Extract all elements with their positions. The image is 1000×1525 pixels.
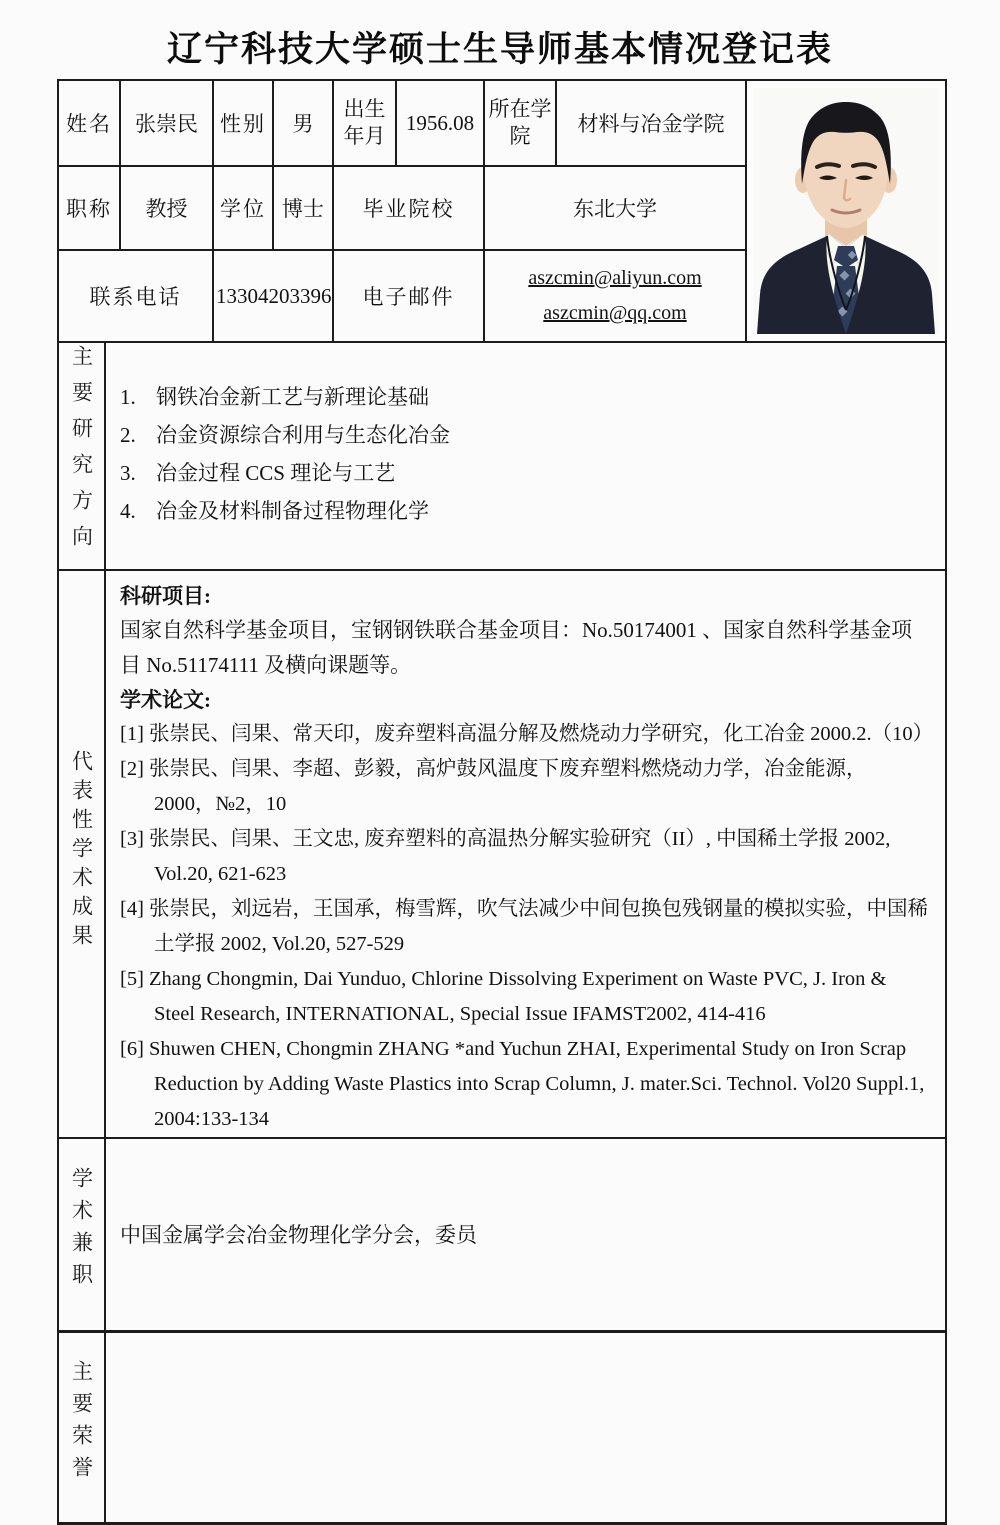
portrait-photo — [746, 80, 946, 342]
paper-item: [2] 张崇民、闫果、李超、彭毅，高炉鼓风温度下废弃塑料燃烧动力学，冶金能源，2000，№2，10 — [120, 758, 867, 815]
research-item-text: 冶金资源综合利用与生态化冶金 — [156, 423, 450, 447]
personal-info-table — [57, 79, 947, 343]
email-link-qq[interactable]: aszcmin@qq.com — [543, 302, 687, 324]
positions-text: 中国金属学会冶金物理化学分会，委员 — [120, 1222, 477, 1247]
positions-section-content — [105, 1138, 946, 1331]
paper-item: [1] 张崇民、闫果、常天印，废弃塑料高温分解及燃烧动力学研究，化工冶金 2000.2.（10） — [120, 723, 934, 745]
paper-item: [6] Shuwen CHEN, Chongmin ZHANG *and Yuchun ZHAI, Experimental Study on Iron Scrap Reduction by Adding Waste Plastics into Scrap Column, J. mater.Sci. Technol. Vol20 Suppl.1, 2004:133-134 — [120, 1038, 925, 1130]
research-item-number: 4. — [120, 499, 136, 523]
research-item — [120, 416, 935, 454]
research-section-label: 主要研究方向 — [69, 345, 94, 561]
honors-section-label: 主要荣誉 — [69, 1360, 94, 1488]
research-directions-list — [120, 378, 935, 530]
email-link-aliyun[interactable]: aszcmin@aliyun.com — [528, 267, 702, 289]
research-item — [120, 454, 935, 492]
degree-value: 博士 — [273, 166, 333, 250]
paper-item: [5] Zhang Chongmin, Dai Yunduo, Chlorine Dissolving Experiment on Waste PVC, J. Iron & Steel Research, INTERNATIONAL, Special Issue IFAMST2002, 414-416 — [120, 968, 887, 1025]
gender-label: 性别 — [213, 80, 273, 166]
college-value: 材料与冶金学院 — [556, 80, 746, 166]
name-value: 张崇民 — [120, 80, 213, 166]
degree-label: 学位 — [213, 166, 273, 250]
projects-text: 国家自然科学基金项目，宝钢钢铁联合基金项目：No.50174001 、国家自然科学基金项目 No.51174111 及横向课题等。 — [120, 618, 913, 677]
research-section-label-cell — [58, 342, 105, 570]
birth-label: 出生年月 — [333, 80, 396, 166]
honors-text — [106, 1333, 945, 1522]
positions-section-label-cell — [58, 1138, 105, 1331]
research-item-number: 2. — [120, 423, 136, 447]
portrait-photo-illustration — [753, 88, 939, 334]
research-section-content — [105, 342, 946, 570]
research-item-number: 1. — [120, 385, 136, 409]
papers-header: 学术论文: — [120, 688, 211, 712]
phone-label: 联系电话 — [58, 250, 213, 342]
research-item-number: 3. — [120, 461, 136, 485]
prof-title-label: 职称 — [58, 166, 120, 250]
projects-header: 科研项目: — [120, 584, 211, 608]
paper-item: [4] 张崇民，刘远岩，王国承，梅雪辉，吹气法减少中间包换包残钢量的模拟实验，中国稀土学报 2002, Vol.20, 527-529 — [120, 898, 929, 955]
honors-section-label-cell — [58, 1331, 105, 1523]
gender-value: 男 — [273, 80, 333, 166]
research-item-text: 冶金过程 CCS 理论与工艺 — [156, 461, 396, 485]
papers-list — [120, 717, 934, 1137]
achievements-section-content — [105, 570, 946, 1138]
honors-section-content — [105, 1331, 946, 1523]
achievements-section-label: 代表性学术成果 — [69, 749, 94, 953]
form-table — [57, 79, 945, 1525]
research-item-text: 冶金及材料制备过程物理化学 — [156, 499, 429, 523]
prof-title-value: 教授 — [120, 166, 213, 250]
graduate-school-label: 毕业院校 — [333, 166, 484, 250]
email-cell — [484, 250, 746, 342]
paper-item: [3] 张崇民、闫果、王文忠, 废弃塑料的高温热分解实验研究（II）, 中国稀土学报 2002, Vol.20, 621-623 — [120, 828, 891, 885]
phone-value: 13304203396 — [213, 250, 333, 342]
page-title: 辽宁科技大学硕士生导师基本情况登记表 — [166, 30, 833, 69]
college-label: 所在学院 — [484, 80, 556, 166]
research-item — [120, 378, 935, 416]
graduate-school-value: 东北大学 — [484, 166, 746, 250]
achievements-section-label-cell — [58, 570, 105, 1138]
positions-section-label: 学术兼职 — [69, 1167, 94, 1296]
birth-value: 1956.08 — [396, 80, 484, 166]
sections-table — [57, 341, 947, 1525]
name-label: 姓名 — [58, 80, 120, 166]
email-label: 电子邮件 — [333, 250, 484, 342]
research-item-text: 钢铁冶金新工艺与新理论基础 — [156, 385, 429, 409]
research-item — [120, 492, 935, 530]
